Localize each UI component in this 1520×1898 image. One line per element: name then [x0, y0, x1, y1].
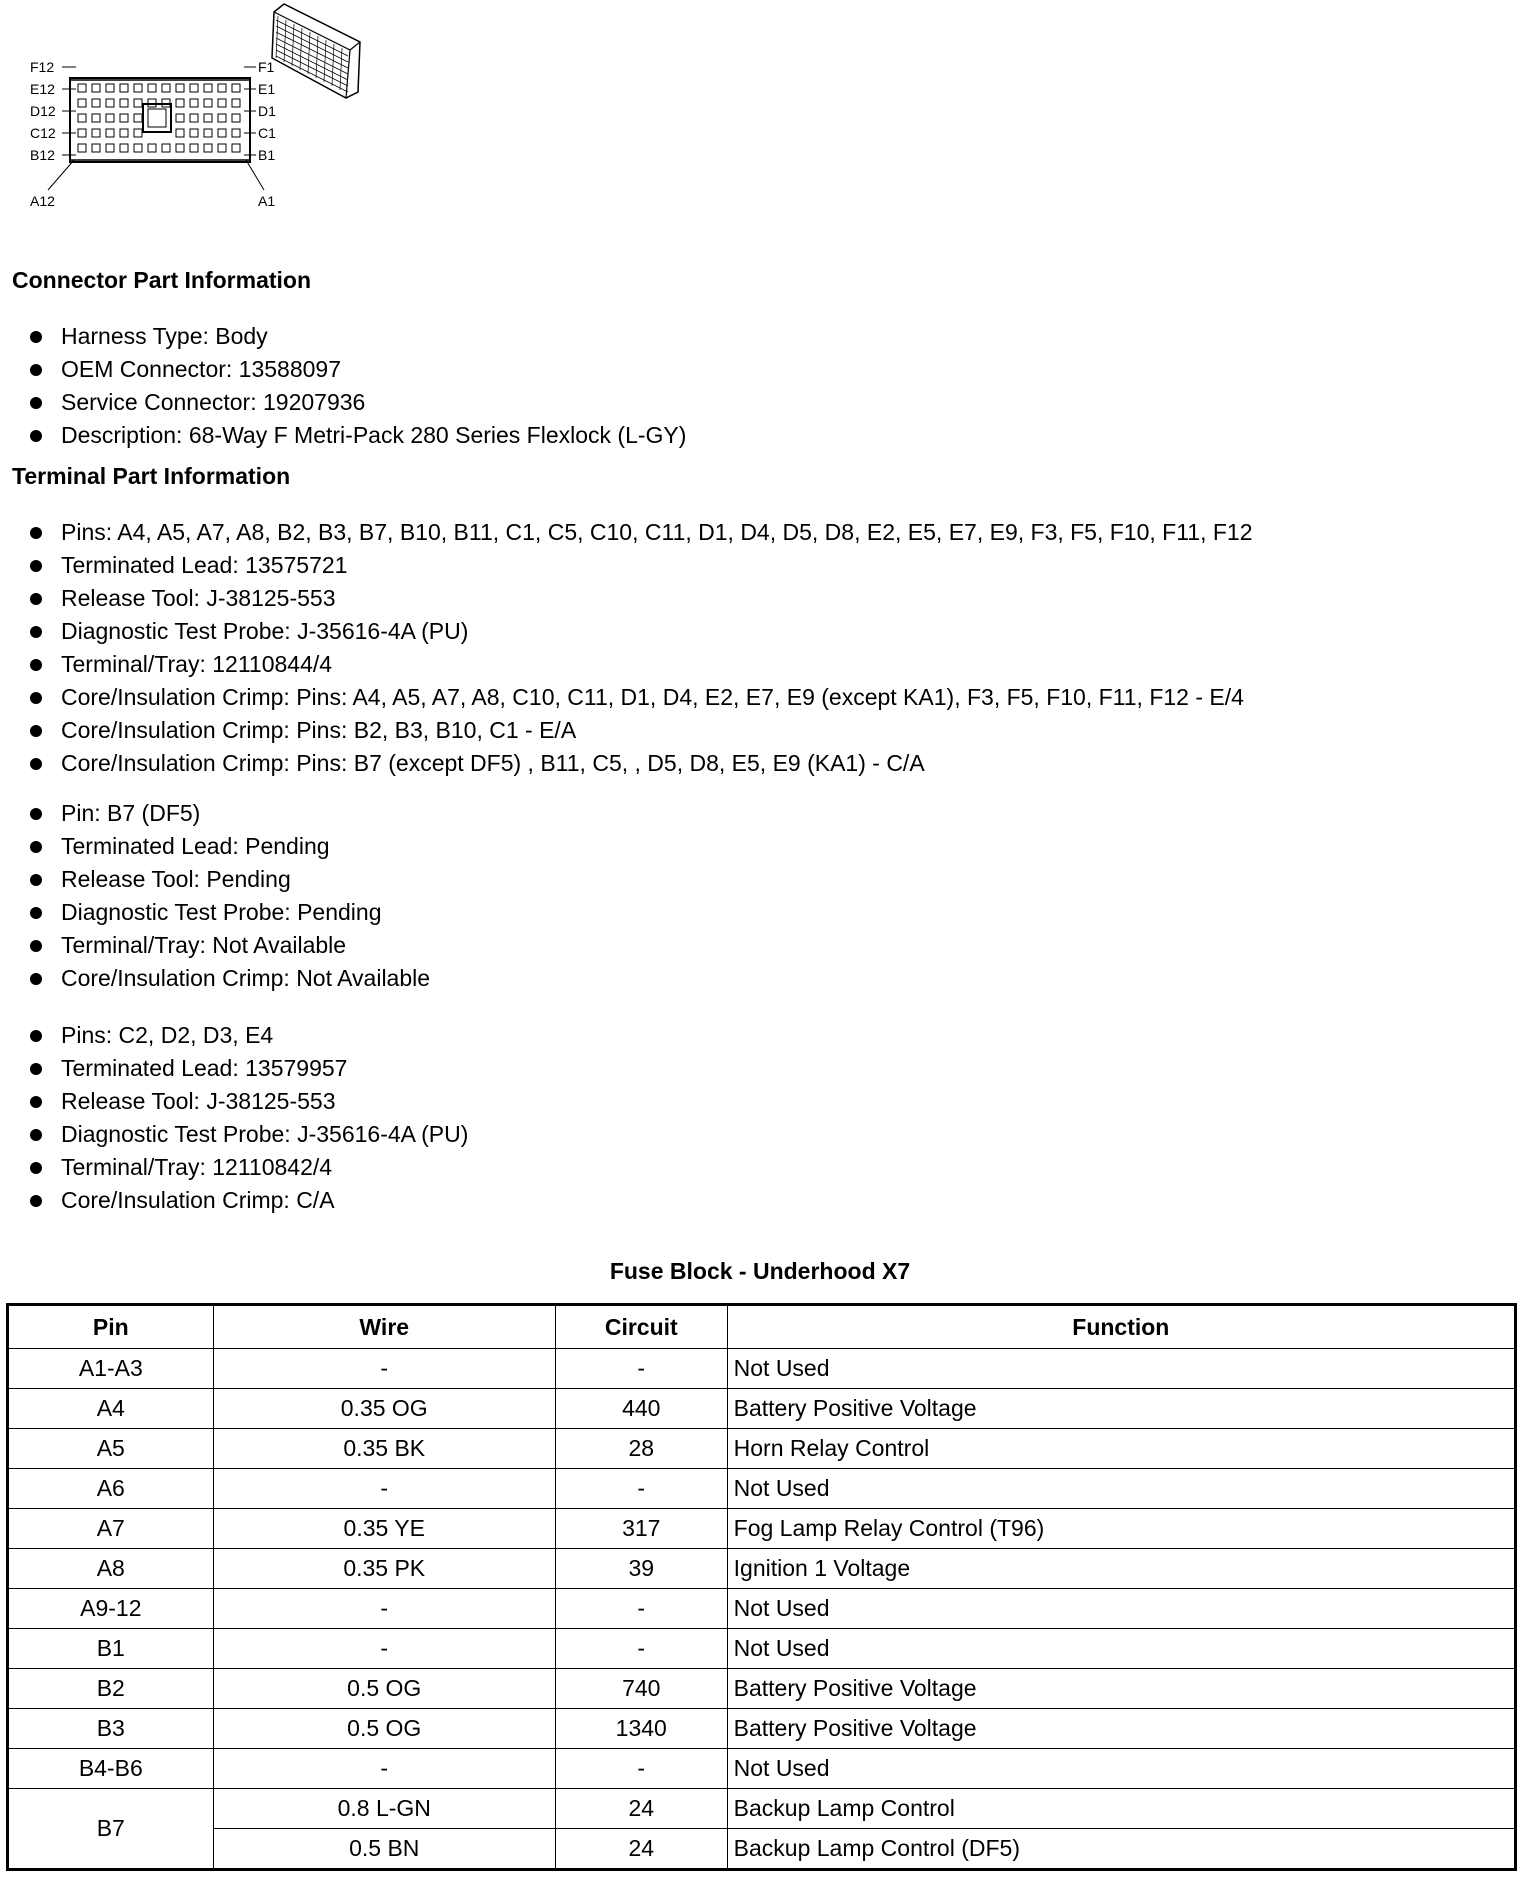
wire-cell: -: [213, 1749, 555, 1789]
pin-cell: A6: [8, 1469, 214, 1509]
list-item: Diagnostic Test Probe: J-35616-4A (PU): [28, 1118, 468, 1151]
list-item: Diagnostic Test Probe: J-35616-4A (PU): [28, 615, 1253, 648]
list-item: Terminal/Tray: 12110842/4: [28, 1151, 468, 1184]
list-item: Terminal/Tray: 12110844/4: [28, 648, 1253, 681]
table-row: [8, 1829, 1516, 1870]
pinout-table: [6, 1303, 1517, 1871]
table-caption: Fuse Block - Underhood X7: [609, 1258, 911, 1284]
function-cell: Battery Positive Voltage: [727, 1709, 1515, 1749]
col-header-function: Function: [727, 1305, 1515, 1349]
pin-label-b12: B12: [30, 147, 55, 163]
connector-part-list: [28, 320, 686, 452]
col-header-circuit: Circuit: [555, 1305, 727, 1349]
pin-cell: A1-A3: [8, 1349, 214, 1389]
function-cell: Not Used: [727, 1629, 1515, 1669]
list-item: Pins: A4, A5, A7, A8, B2, B3, B7, B10, B11, C1, C5, C10, C11, D1, D4, D5, D8, E2, E5, E7, E9, F3, F5, F10, F11, F12: [28, 516, 1253, 549]
pin-label-c12: C12: [30, 125, 56, 141]
pin-cell: A8: [8, 1549, 214, 1589]
wire-cell: -: [213, 1349, 555, 1389]
wire-cell: -: [213, 1589, 555, 1629]
list-item: Terminated Lead: Pending: [28, 830, 430, 863]
list-item: Pins: C2, D2, D3, E4: [28, 1019, 468, 1052]
pin-cell: B1: [8, 1629, 214, 1669]
pin-label-f12: F12: [30, 59, 55, 75]
list-item: Description: 68-Way F Metri-Pack 280 Series Flexlock (L-GY): [28, 419, 686, 452]
list-item: Harness Type: Body: [28, 320, 686, 353]
list-item: Terminal/Tray: Not Available: [28, 929, 430, 962]
function-cell: Not Used: [727, 1349, 1515, 1389]
table-row: [8, 1709, 1516, 1749]
wire-cell: 0.5 BN: [213, 1829, 555, 1870]
col-header-pin: Pin: [8, 1305, 214, 1349]
pin-label-e12: E12: [30, 81, 55, 97]
function-cell: Backup Lamp Control (DF5): [727, 1829, 1515, 1870]
function-cell: Ignition 1 Voltage: [727, 1549, 1515, 1589]
table-row: [8, 1549, 1516, 1589]
wire-cell: 0.35 OG: [213, 1389, 555, 1429]
table-row: [8, 1629, 1516, 1669]
list-item: Core/Insulation Crimp: Pins: B2, B3, B10, C1 - E/A: [28, 714, 1253, 747]
terminal-group-2: [28, 797, 430, 995]
table-row: [8, 1469, 1516, 1509]
list-item: Release Tool: J-38125-553: [28, 582, 1253, 615]
circuit-cell: 39: [555, 1549, 727, 1589]
wire-cell: -: [213, 1629, 555, 1669]
list-item: Terminated Lead: 13579957: [28, 1052, 468, 1085]
pin-cell: B4-B6: [8, 1749, 214, 1789]
list-item: Core/Insulation Crimp: Pins: B7 (except DF5) , B11, C5, , D5, D8, E5, E9 (KA1) - C/A: [28, 747, 1253, 780]
circuit-cell: 317: [555, 1509, 727, 1549]
list-item: Core/Insulation Crimp: Pins: A4, A5, A7, A8, C10, C11, D1, D4, E2, E7, E9 (except KA1), F3, F5, F10, F11, F12 - E/4: [28, 681, 1253, 714]
wire-cell: 0.35 PK: [213, 1549, 555, 1589]
wire-cell: 0.5 OG: [213, 1709, 555, 1749]
circuit-cell: 24: [555, 1789, 727, 1829]
table-row: [8, 1389, 1516, 1429]
circuit-cell: 440: [555, 1389, 727, 1429]
function-cell: Battery Positive Voltage: [727, 1389, 1515, 1429]
pin-cell: B2: [8, 1669, 214, 1709]
pin-cell: A9-12: [8, 1589, 214, 1629]
circuit-cell: -: [555, 1349, 727, 1389]
function-cell: Not Used: [727, 1469, 1515, 1509]
wire-cell: 0.5 OG: [213, 1669, 555, 1709]
list-item: OEM Connector: 13588097: [28, 353, 686, 386]
wire-cell: 0.35 BK: [213, 1429, 555, 1469]
function-cell: Not Used: [727, 1589, 1515, 1629]
pin-label-b1: B1: [258, 147, 276, 163]
terminal-group-1: [28, 516, 1253, 780]
function-cell: Horn Relay Control: [727, 1429, 1515, 1469]
pin-cell: A5: [8, 1429, 214, 1469]
circuit-cell: -: [555, 1749, 727, 1789]
connector-face-icon: [70, 78, 250, 162]
pin-label-e1: E1: [258, 81, 276, 97]
table-row: [8, 1669, 1516, 1709]
circuit-cell: 28: [555, 1429, 727, 1469]
wire-cell: -: [213, 1469, 555, 1509]
function-cell: Battery Positive Voltage: [727, 1669, 1515, 1709]
function-cell: Not Used: [727, 1749, 1515, 1789]
function-cell: Fog Lamp Relay Control (T96): [727, 1509, 1515, 1549]
circuit-cell: -: [555, 1589, 727, 1629]
table-row: [8, 1349, 1516, 1389]
list-item: Core/Insulation Crimp: C/A: [28, 1184, 468, 1217]
table-row: [8, 1749, 1516, 1789]
pin-cell: B7: [8, 1789, 214, 1870]
pin-cell: A4: [8, 1389, 214, 1429]
list-item: Pin: B7 (DF5): [28, 797, 430, 830]
connector-3d-icon: [272, 4, 360, 98]
table-header-row: [8, 1305, 1516, 1349]
terminal-group-3: [28, 1019, 468, 1217]
circuit-cell: 24: [555, 1829, 727, 1870]
terminal-part-heading: Terminal Part Information: [12, 463, 291, 489]
circuit-cell: -: [555, 1469, 727, 1509]
table-row: [8, 1429, 1516, 1469]
pin-label-f1: F1: [258, 59, 275, 75]
circuit-cell: -: [555, 1629, 727, 1669]
connector-part-heading: Connector Part Information: [12, 267, 312, 293]
table-row: [8, 1589, 1516, 1629]
function-cell: Backup Lamp Control: [727, 1789, 1515, 1829]
wire-cell: 0.35 YE: [213, 1509, 555, 1549]
connector-diagram: [0, 0, 380, 220]
pin-label-a12: A12: [30, 193, 55, 209]
list-item: Service Connector: 19207936: [28, 386, 686, 419]
pin-label-d12: D12: [30, 103, 56, 119]
list-item: Terminated Lead: 13575721: [28, 549, 1253, 582]
table-row: [8, 1509, 1516, 1549]
list-item: Diagnostic Test Probe: Pending: [28, 896, 430, 929]
circuit-cell: 740: [555, 1669, 727, 1709]
table-row: [8, 1789, 1516, 1829]
list-item: Release Tool: J-38125-553: [28, 1085, 468, 1118]
pin-cell: B3: [8, 1709, 214, 1749]
circuit-cell: 1340: [555, 1709, 727, 1749]
pin-label-d1: D1: [258, 103, 276, 119]
wire-cell: 0.8 L-GN: [213, 1789, 555, 1829]
pin-label-c1: C1: [258, 125, 276, 141]
list-item: Release Tool: Pending: [28, 863, 430, 896]
col-header-wire: Wire: [213, 1305, 555, 1349]
list-item: Core/Insulation Crimp: Not Available: [28, 962, 430, 995]
pin-cell: A7: [8, 1509, 214, 1549]
pin-label-a1: A1: [258, 193, 276, 209]
